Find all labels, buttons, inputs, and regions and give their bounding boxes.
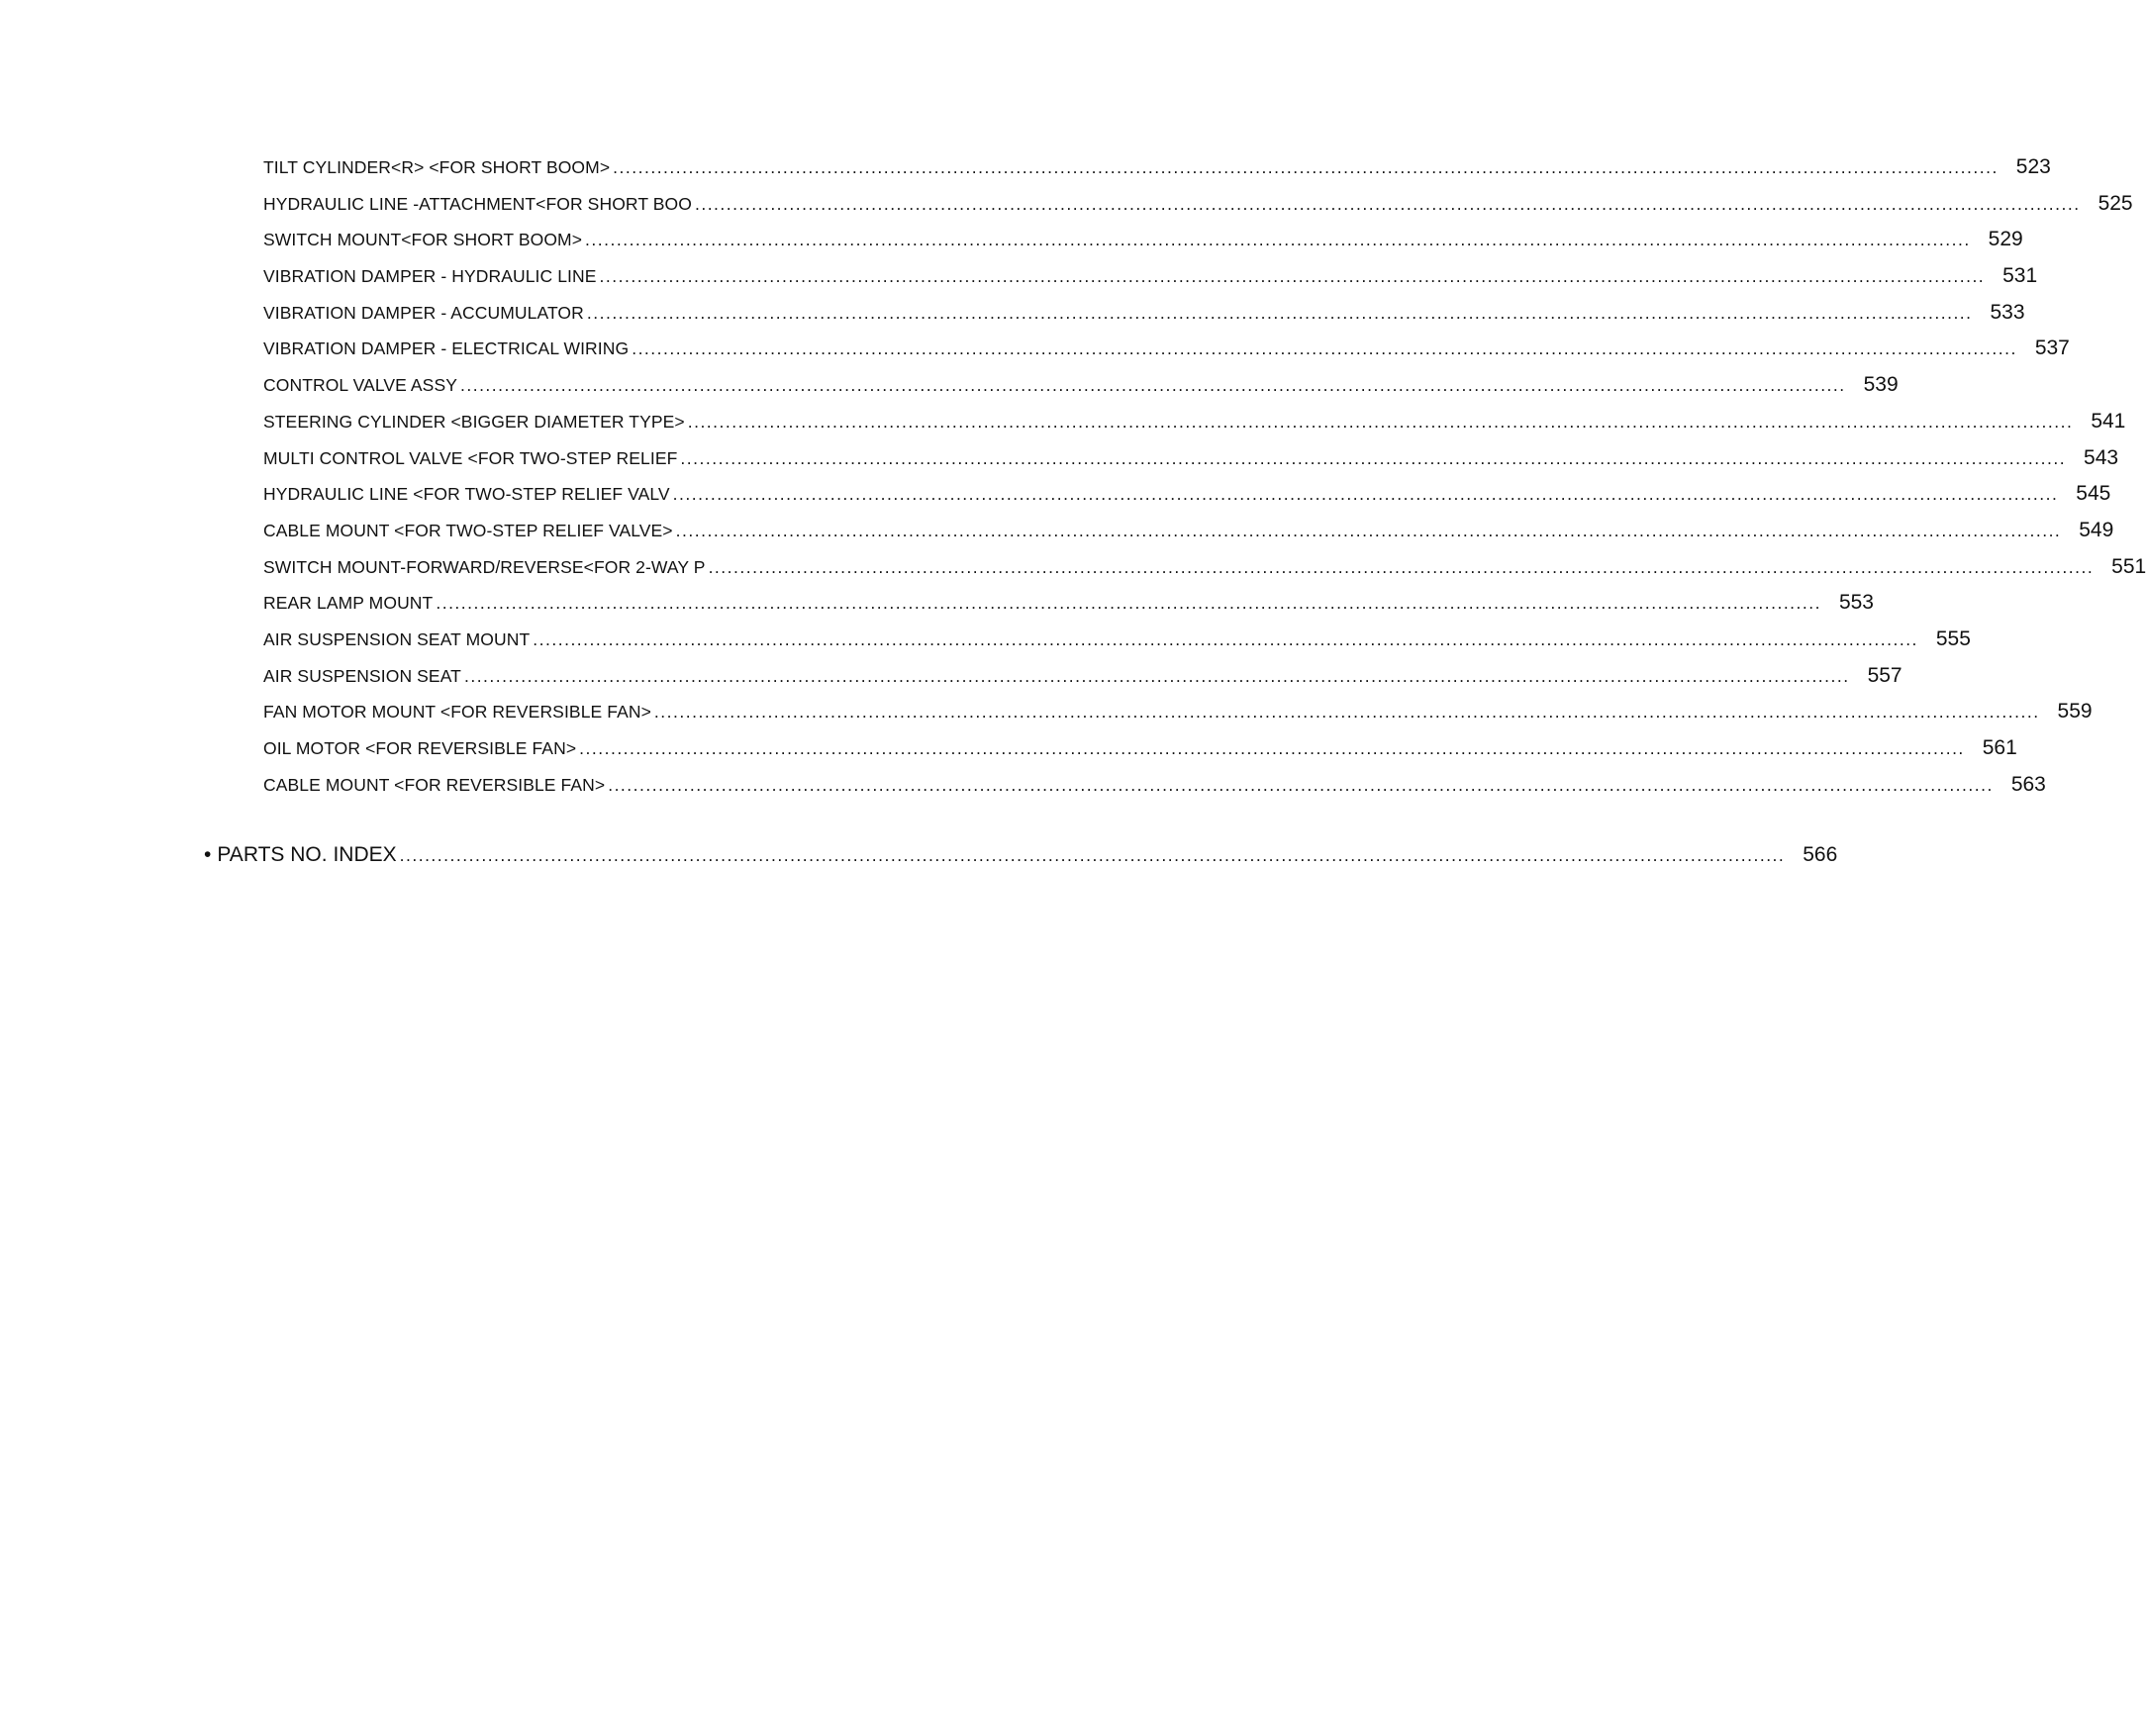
toc-entry[interactable] (263, 518, 2114, 555)
toc-entry-title: OIL MOTOR <FOR REVERSIBLE FAN> (263, 738, 577, 758)
toc-entry-page: 551 (2111, 554, 2146, 578)
dot-leader: ............................................................................................................................................................................................................................ (399, 845, 1786, 865)
toc-entry[interactable] (263, 554, 2146, 592)
dot-leader: ............................................................................................................................................................................................................................ (687, 411, 2074, 432)
dot-leader: ............................................................................................................................................................................................................................ (708, 556, 2095, 577)
toc-entry-title: STEERING CYLINDER <BIGGER DIAMETER TYPE> (263, 411, 685, 432)
toc-entry[interactable] (263, 191, 2133, 229)
toc-entry[interactable] (263, 264, 2038, 301)
toc-entry-title: SWITCH MOUNT-FORWARD/REVERSE<FOR 2-WAY P (263, 556, 706, 577)
dot-leader: ............................................................................................................................................................................................................................ (599, 266, 1986, 287)
toc-entry-page: 566 (1803, 843, 1838, 866)
toc-entry-title: MULTI CONTROL VALVE <FOR TWO-STEP RELIEF (263, 447, 678, 468)
toc-entry-title: CABLE MOUNT <FOR REVERSIBLE FAN> (263, 774, 606, 795)
toc-entry[interactable] (263, 482, 2111, 519)
dot-leader: ............................................................................................................................................................................................................................ (608, 774, 1994, 795)
dot-leader: ............................................................................................................................................................................................................................ (680, 447, 2067, 468)
toc-entry-page: 537 (2034, 337, 2070, 360)
toc-entry-page: 563 (2010, 772, 2046, 796)
dot-leader: ............................................................................................................................................................................................................................ (533, 628, 1918, 649)
toc-entry-page: 561 (1982, 736, 2017, 759)
dot-leader: ............................................................................................................................................................................................................................ (653, 702, 2040, 723)
dot-leader: ............................................................................................................................................................................................................................ (586, 302, 1973, 323)
toc-entry[interactable] (263, 627, 1971, 664)
toc-entry[interactable] (263, 373, 1899, 410)
toc-entry[interactable] (263, 591, 1874, 627)
toc-entry-title: PARTS NO. INDEX (217, 843, 397, 866)
toc-entry-page: 553 (1838, 591, 1874, 615)
bullet: • (204, 843, 212, 866)
toc-entry-title: VIBRATION DAMPER - ACCUMULATOR (263, 302, 584, 323)
toc-entry-page: 523 (2015, 155, 2051, 178)
dot-leader: ............................................................................................................................................................................................................................ (672, 484, 2059, 505)
toc-entry-page: 557 (1867, 663, 1902, 687)
toc-entry-title: HYDRAULIC LINE <FOR TWO-STEP RELIEF VALV (263, 484, 670, 505)
toc-entry[interactable] (263, 155, 2051, 192)
toc-entry-title: CONTROL VALVE ASSY (263, 375, 457, 396)
toc-entry[interactable] (263, 445, 2119, 483)
toc-entry-title: TILT CYLINDER<R> <FOR SHORT BOOM> (263, 157, 611, 177)
toc-entry-page: 539 (1863, 373, 1899, 397)
toc-entry-page: 545 (2076, 482, 2111, 506)
toc-entry-page: 543 (2084, 445, 2119, 469)
toc-entry[interactable] (263, 700, 2093, 736)
dot-leader: ............................................................................................................................................................................................................................ (613, 157, 1999, 177)
dot-leader: ............................................................................................................................................................................................................................ (694, 193, 2081, 214)
toc-entry-title: SWITCH MOUNT<FOR SHORT BOOM> (263, 230, 583, 250)
dot-leader: ............................................................................................................................................................................................................................ (675, 520, 2062, 540)
toc-entry-page: 529 (1988, 228, 2023, 251)
toc-entry[interactable] (263, 663, 1902, 701)
toc-entry-page: 541 (2091, 409, 2126, 433)
toc-entry[interactable] (263, 772, 2046, 810)
toc-entry-title: CABLE MOUNT <FOR TWO-STEP RELIEF VALVE> (263, 520, 673, 540)
toc-entry-page: 555 (1935, 627, 1971, 650)
toc-entry-page: 525 (2097, 191, 2133, 215)
toc-entry[interactable] (263, 337, 2070, 373)
toc-entry-title: AIR SUSPENSION SEAT MOUNT (263, 628, 531, 649)
table-of-contents (263, 155, 2146, 809)
toc-entry-title: VIBRATION DAMPER - HYDRAULIC LINE (263, 266, 597, 287)
toc-entry-page: 531 (2002, 264, 2038, 288)
toc-entry[interactable] (263, 300, 2025, 338)
toc-entry-page: 559 (2057, 700, 2093, 723)
toc-entry[interactable] (263, 409, 2126, 446)
toc-entry-title: REAR LAMP MOUNT (263, 593, 434, 614)
toc-entry-title: VIBRATION DAMPER - ELECTRICAL WIRING (263, 338, 630, 359)
dot-leader: ............................................................................................................................................................................................................................ (436, 593, 1821, 614)
dot-leader: ............................................................................................................................................................................................................................ (459, 375, 1846, 396)
toc-entry[interactable] (263, 736, 2017, 773)
toc-entry-page: 549 (2079, 518, 2114, 541)
toc-entry-title: HYDRAULIC LINE -ATTACHMENT<FOR SHORT BOO (263, 193, 692, 214)
dot-leader: ............................................................................................................................................................................................................................ (579, 738, 1965, 758)
toc-entry-page: 533 (1990, 300, 2025, 324)
toc-entry-title: FAN MOTOR MOUNT <FOR REVERSIBLE FAN> (263, 702, 651, 723)
dot-leader: ............................................................................................................................................................................................................................ (585, 230, 1971, 250)
toc-entry[interactable] (263, 228, 2023, 264)
parts-index-entry[interactable] (204, 843, 1838, 867)
toc-entry-title: AIR SUSPENSION SEAT (263, 665, 461, 686)
dot-leader: ............................................................................................................................................................................................................................ (632, 338, 2017, 359)
dot-leader: ............................................................................................................................................................................................................................ (463, 665, 1850, 686)
